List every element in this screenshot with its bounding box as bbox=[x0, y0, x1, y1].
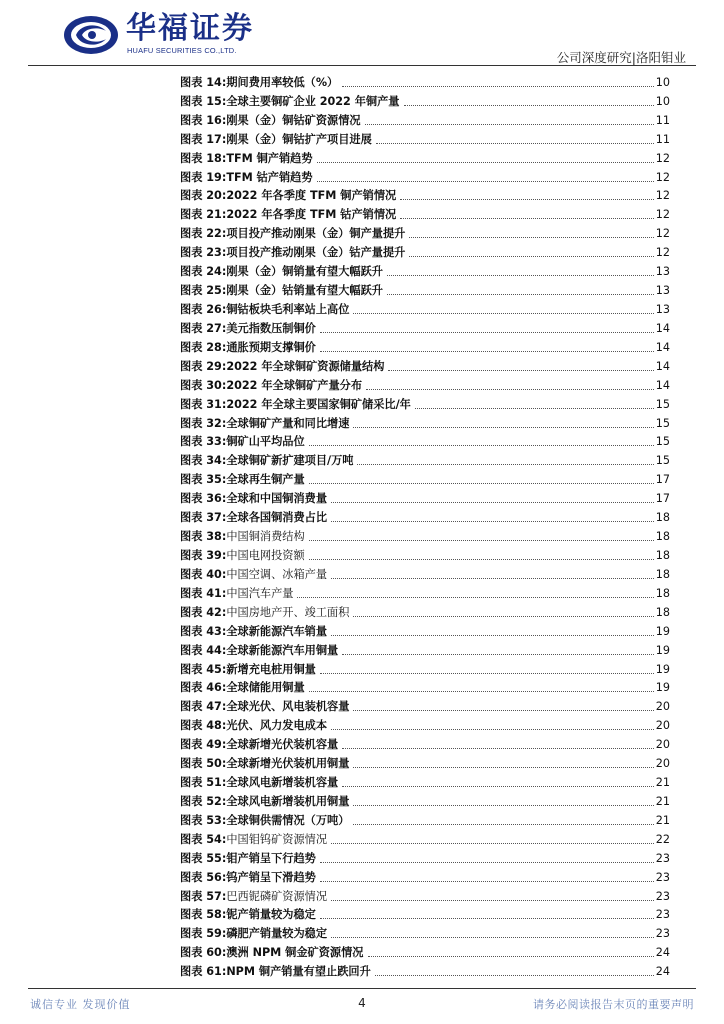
toc-leader-dots bbox=[400, 198, 654, 200]
toc-entry-label: 图表 18: bbox=[180, 151, 227, 165]
toc-entry-page: 19 bbox=[655, 681, 670, 695]
toc-entry[interactable] bbox=[180, 960, 670, 979]
toc-entry-title: 巴西铌磷矿资源情况 bbox=[226, 889, 328, 903]
toc-entry-label: 图表 15: bbox=[180, 94, 227, 108]
toc-entry-page: 18 bbox=[655, 567, 670, 581]
toc-entry[interactable] bbox=[180, 222, 670, 241]
toc-entry-page: 14 bbox=[655, 359, 670, 373]
toc-entry-label: 图表 56: bbox=[180, 870, 227, 884]
toc-entry-page: 18 bbox=[655, 511, 670, 525]
toc-entry-page: 15 bbox=[655, 397, 670, 411]
toc-entry-title: 铜矿山平均品位 bbox=[226, 435, 305, 449]
page-header bbox=[0, 0, 724, 70]
toc-entry[interactable] bbox=[180, 790, 670, 809]
toc-leader-dots bbox=[297, 596, 653, 598]
toc-entry-page: 14 bbox=[655, 340, 670, 354]
toc-entry-title: 全球新能源汽车用铜量 bbox=[226, 643, 339, 657]
toc-leader-dots bbox=[366, 388, 654, 390]
toc-entry[interactable] bbox=[180, 525, 670, 544]
toc-entry-label: 图表 26: bbox=[180, 302, 227, 316]
toc-entry[interactable] bbox=[180, 601, 670, 620]
toc-leader-dots bbox=[353, 823, 653, 825]
toc-leader-dots bbox=[309, 690, 654, 692]
toc-entry[interactable] bbox=[180, 695, 670, 714]
toc-entry-label: 图表 53: bbox=[180, 813, 227, 827]
toc-entry-label: 图表 49: bbox=[180, 738, 227, 752]
toc-entry[interactable] bbox=[180, 90, 670, 109]
footer-divider bbox=[28, 988, 696, 989]
toc-leader-dots bbox=[375, 974, 654, 976]
toc-entry-label: 图表 20: bbox=[180, 189, 227, 203]
toc-entry-label: 图表 27: bbox=[180, 321, 227, 335]
toc-leader-dots bbox=[317, 161, 654, 163]
toc-entry-title: TFM 铜产销趋势 bbox=[226, 151, 313, 165]
toc-entry-label: 图表 24: bbox=[180, 265, 227, 279]
toc-entry-page: 19 bbox=[655, 643, 670, 657]
toc-entry-title: 全球铜矿新扩建项目/万吨 bbox=[226, 454, 354, 468]
toc-entry-label: 图表 33: bbox=[180, 435, 227, 449]
toc-entry-page: 21 bbox=[655, 794, 670, 808]
toc-entry-page: 17 bbox=[655, 492, 670, 506]
toc-entry[interactable] bbox=[180, 809, 670, 828]
toc-entry[interactable] bbox=[180, 393, 670, 412]
toc-entry-title: 全球风电新增装机容量 bbox=[226, 776, 339, 790]
toc-entry-label: 图表 57: bbox=[180, 889, 227, 903]
toc-entry-title: 全球新增光伏装机容量 bbox=[226, 738, 339, 752]
toc-entry-page: 18 bbox=[655, 548, 670, 562]
toc-entry-page: 18 bbox=[655, 530, 670, 544]
toc-entry-page: 23 bbox=[655, 927, 670, 941]
toc-entry-title: 项目投产推动刚果（金）铜产量提升 bbox=[226, 227, 406, 241]
toc-entry-label: 图表 58: bbox=[180, 908, 227, 922]
toc-entry-label: 图表 42: bbox=[180, 605, 227, 619]
toc-entry-title: 刚果（金）铜钴矿资源情况 bbox=[226, 113, 361, 127]
toc-entry-page: 13 bbox=[655, 284, 670, 298]
toc-entry-page: 10 bbox=[655, 94, 670, 108]
toc-leader-dots bbox=[331, 842, 654, 844]
footer-slogan: 诚信专业 发现价值 bbox=[30, 998, 131, 1011]
toc-entry-title: 中国汽车产量 bbox=[226, 586, 294, 600]
toc-entry-title: 期间费用率较低（%） bbox=[226, 75, 339, 89]
toc-leader-dots bbox=[309, 444, 654, 446]
toc-entry-page: 17 bbox=[655, 473, 670, 487]
toc-leader-dots bbox=[331, 899, 654, 901]
toc-entry[interactable] bbox=[180, 847, 670, 866]
toc-entry[interactable] bbox=[180, 412, 670, 431]
toc-entry-page: 20 bbox=[655, 719, 670, 733]
header-divider bbox=[28, 65, 696, 66]
toc-entry[interactable] bbox=[180, 71, 670, 90]
toc-entry[interactable] bbox=[180, 582, 670, 601]
toc-entry-label: 图表 30: bbox=[180, 378, 227, 392]
toc-leader-dots bbox=[353, 426, 653, 428]
toc-entry[interactable] bbox=[180, 317, 670, 336]
toc-entry-title: 钨产销呈下滑趋势 bbox=[226, 870, 316, 884]
toc-entry-page: 15 bbox=[655, 454, 670, 468]
toc-entry-page: 23 bbox=[655, 889, 670, 903]
toc-leader-dots bbox=[368, 955, 654, 957]
toc-leader-dots bbox=[404, 104, 654, 106]
toc-entry-page: 15 bbox=[655, 435, 670, 449]
toc-leader-dots bbox=[309, 482, 654, 484]
toc-leader-dots bbox=[320, 880, 654, 882]
toc-leader-dots bbox=[317, 180, 654, 182]
toc-entry-page: 20 bbox=[655, 738, 670, 752]
toc-entry-label: 图表 39: bbox=[180, 548, 227, 562]
toc-entry-label: 图表 61: bbox=[180, 965, 227, 979]
toc-entry-label: 图表 51: bbox=[180, 776, 227, 790]
toc-entry-label: 图表 60: bbox=[180, 946, 227, 960]
toc-leader-dots bbox=[320, 331, 654, 333]
toc-entry-label: 图表 31: bbox=[180, 397, 227, 411]
toc-entry-page: 18 bbox=[655, 605, 670, 619]
toc-entry[interactable] bbox=[180, 639, 670, 658]
toc-entry-title: 全球铜供需情况（万吨） bbox=[226, 813, 350, 827]
brand-name-cn: 华福证券 bbox=[126, 11, 254, 46]
toc-entry-page: 20 bbox=[655, 700, 670, 714]
toc-entry-page: 23 bbox=[655, 851, 670, 865]
toc-entry[interactable] bbox=[180, 279, 670, 298]
toc-entry-label: 图表 37: bbox=[180, 511, 227, 525]
toc-leader-dots bbox=[331, 577, 654, 579]
toc-entry[interactable] bbox=[180, 620, 670, 639]
toc-entry-title: 全球主要铜矿企业 2022 年铜产量 bbox=[226, 94, 400, 108]
toc-entry-page: 21 bbox=[655, 813, 670, 827]
toc-entry-label: 图表 35: bbox=[180, 473, 227, 487]
toc-leader-dots bbox=[320, 350, 654, 352]
toc-leader-dots bbox=[320, 672, 654, 674]
toc-entry-label: 图表 36: bbox=[180, 492, 227, 506]
toc-entry-title: 钼产销呈下行趋势 bbox=[226, 851, 316, 865]
toc-entry-label: 图表 52: bbox=[180, 794, 227, 808]
toc-entry-page: 11 bbox=[655, 132, 670, 146]
toc-leader-dots bbox=[342, 785, 654, 787]
toc-entry-page: 19 bbox=[655, 624, 670, 638]
toc-leader-dots bbox=[342, 85, 654, 87]
page-number: 4 bbox=[358, 996, 366, 1010]
toc-leader-dots bbox=[387, 274, 654, 276]
toc-leader-dots bbox=[331, 520, 654, 522]
toc-entry[interactable] bbox=[180, 487, 670, 506]
toc-entry-label: 图表 34: bbox=[180, 454, 227, 468]
toc-entry-page: 12 bbox=[655, 170, 670, 184]
toc-entry-page: 12 bbox=[655, 208, 670, 222]
toc-entry-title: 中国铜消费结构 bbox=[226, 530, 305, 544]
toc-entry-title: 刚果（金）铜销量有望大幅跃升 bbox=[226, 265, 383, 279]
toc-entry[interactable] bbox=[180, 506, 670, 525]
toc-entry-label: 图表 48: bbox=[180, 719, 227, 733]
toc-entry-title: 全球储能用铜量 bbox=[226, 681, 305, 695]
toc-leader-dots bbox=[353, 709, 653, 711]
toc-entry[interactable] bbox=[180, 922, 670, 941]
toc-entry-label: 图表 54: bbox=[180, 832, 227, 846]
toc-entry-title: 2022 年全球主要国家铜矿储采比/年 bbox=[226, 397, 411, 411]
toc-entry-page: 13 bbox=[655, 302, 670, 316]
toc-entry-title: 中国电网投资额 bbox=[226, 548, 305, 562]
toc-entry-page: 23 bbox=[655, 908, 670, 922]
toc-entry-label: 图表 41: bbox=[180, 586, 227, 600]
toc-leader-dots bbox=[409, 255, 653, 257]
toc-leader-dots bbox=[331, 936, 654, 938]
toc-entry[interactable] bbox=[180, 941, 670, 960]
toc-entry-label: 图表 32: bbox=[180, 416, 227, 430]
toc-entry-label: 图表 23: bbox=[180, 246, 227, 260]
toc-entry-title: 刚果（金）铜钴扩产项目进展 bbox=[226, 132, 372, 146]
brand-name-en: HUAFU SECURITIES CO.,LTD. bbox=[127, 46, 237, 55]
toc-entry[interactable] bbox=[180, 449, 670, 468]
toc-entry-label: 图表 43: bbox=[180, 624, 227, 638]
toc-leader-dots bbox=[331, 634, 654, 636]
toc-entry[interactable] bbox=[180, 241, 670, 260]
toc-entry-title: 2022 年全球铜矿资源储量结构 bbox=[226, 359, 385, 373]
toc-entry-title: 全球各国铜消费占比 bbox=[226, 511, 328, 525]
toc-leader-dots bbox=[357, 463, 653, 465]
toc-entry-page: 18 bbox=[655, 586, 670, 600]
toc-entry-title: 中国房地产开、竣工面积 bbox=[226, 605, 350, 619]
toc-entry[interactable] bbox=[180, 828, 670, 847]
toc-entry-label: 图表 25: bbox=[180, 284, 227, 298]
toc-entry[interactable] bbox=[180, 431, 670, 450]
toc-entry[interactable] bbox=[180, 147, 670, 166]
toc-leader-dots bbox=[353, 804, 653, 806]
toc-entry[interactable] bbox=[180, 714, 670, 733]
toc-entry-title: 铜钴板块毛利率站上高位 bbox=[226, 302, 350, 316]
toc-entry-page: 12 bbox=[655, 246, 670, 260]
toc-entry-title: TFM 钴产销趋势 bbox=[226, 170, 313, 184]
toc-entry-title: 全球和中国铜消费量 bbox=[226, 492, 328, 506]
toc-entry-title: 全球新增光伏装机用铜量 bbox=[226, 757, 350, 771]
toc-entry-page: 13 bbox=[655, 265, 670, 279]
toc-entry-page: 24 bbox=[655, 965, 670, 979]
toc-entry-label: 图表 14: bbox=[180, 75, 227, 89]
toc-entry-title: 2022 年全球铜矿产量分布 bbox=[226, 378, 363, 392]
toc-entry-page: 10 bbox=[655, 75, 670, 89]
toc-leader-dots bbox=[409, 236, 653, 238]
toc-entry-title: 全球风电新增装机用铜量 bbox=[226, 794, 350, 808]
toc-leader-dots bbox=[331, 501, 654, 503]
report-tag: 公司深度研究|洛阳钼业 bbox=[556, 50, 686, 65]
toc-entry-label: 图表 59: bbox=[180, 927, 227, 941]
toc-entry-label: 图表 17: bbox=[180, 132, 227, 146]
toc-entry-page: 14 bbox=[655, 378, 670, 392]
footer-disclaimer: 请务必阅读报告末页的重要声明 bbox=[533, 998, 694, 1011]
toc-entry-title: 光伏、风力发电成本 bbox=[226, 719, 328, 733]
toc-entry-label: 图表 44: bbox=[180, 643, 227, 657]
toc-entry-label: 图表 46: bbox=[180, 681, 227, 695]
toc-entry[interactable] bbox=[180, 544, 670, 563]
toc-entry-title: 澳洲 NPM 铜金矿资源情况 bbox=[226, 946, 364, 960]
toc-entry[interactable] bbox=[180, 260, 670, 279]
toc-entry[interactable] bbox=[180, 468, 670, 487]
toc-entry-label: 图表 55: bbox=[180, 851, 227, 865]
toc-entry[interactable] bbox=[180, 203, 670, 222]
huafu-logo-icon bbox=[62, 14, 120, 56]
toc-entry[interactable] bbox=[180, 733, 670, 752]
toc-entry-label: 图表 40: bbox=[180, 567, 227, 581]
toc-entry[interactable] bbox=[180, 128, 670, 147]
toc-entry-label: 图表 19: bbox=[180, 170, 227, 184]
toc-entry[interactable] bbox=[180, 771, 670, 790]
toc-entry-title: 2022 年各季度 TFM 钴产销情况 bbox=[226, 208, 397, 222]
toc-leader-dots bbox=[353, 766, 653, 768]
toc-entry-page: 12 bbox=[655, 151, 670, 165]
toc-entry-title: 中国钼钨矿资源情况 bbox=[226, 832, 328, 846]
toc-entry-page: 20 bbox=[655, 757, 670, 771]
toc-entry-title: 全球再生铜产量 bbox=[226, 473, 305, 487]
toc-entry-page: 19 bbox=[655, 662, 670, 676]
toc-entry-page: 12 bbox=[655, 189, 670, 203]
toc-entry[interactable] bbox=[180, 563, 670, 582]
toc-entry-label: 图表 38: bbox=[180, 530, 227, 544]
toc-entry-page: 24 bbox=[655, 946, 670, 960]
toc-entry-title: 全球新能源汽车销量 bbox=[226, 624, 328, 638]
toc-entry-label: 图表 22: bbox=[180, 227, 227, 241]
toc-entry[interactable] bbox=[180, 752, 670, 771]
toc-entry-page: 21 bbox=[655, 776, 670, 790]
toc-leader-dots bbox=[342, 747, 654, 749]
toc-entry-page: 15 bbox=[655, 416, 670, 430]
toc-entry[interactable] bbox=[180, 166, 670, 185]
toc-entry[interactable] bbox=[180, 885, 670, 904]
toc-entry-title: 刚果（金）钴销量有望大幅跃升 bbox=[226, 284, 383, 298]
toc-entry[interactable] bbox=[180, 677, 670, 696]
toc-leader-dots bbox=[353, 312, 653, 314]
toc-entry-label: 图表 29: bbox=[180, 359, 227, 373]
toc-entry-label: 图表 28: bbox=[180, 340, 227, 354]
toc-leader-dots bbox=[387, 293, 654, 295]
toc-leader-dots bbox=[400, 217, 654, 219]
toc-entry[interactable] bbox=[180, 298, 670, 317]
toc-entry-title: 新增充电桩用铜量 bbox=[226, 662, 316, 676]
toc-leader-dots bbox=[309, 539, 654, 541]
toc-entry-title: 通胀预期支撑铜价 bbox=[226, 340, 316, 354]
toc-entry-label: 图表 16: bbox=[180, 113, 227, 127]
toc-entry-page: 22 bbox=[655, 832, 670, 846]
toc-entry[interactable] bbox=[180, 109, 670, 128]
toc-entry-label: 图表 47: bbox=[180, 700, 227, 714]
toc-entry[interactable] bbox=[180, 336, 670, 355]
toc-entry-title: 美元指数压制铜价 bbox=[226, 321, 316, 335]
toc-entry[interactable] bbox=[180, 355, 670, 374]
toc-entry-title: 铌产销量较为稳定 bbox=[226, 908, 316, 922]
toc-entry-label: 图表 45: bbox=[180, 662, 227, 676]
toc-leader-dots bbox=[309, 558, 654, 560]
toc-entry-title: 中国空调、冰箱产量 bbox=[226, 567, 328, 581]
toc-entry[interactable] bbox=[180, 866, 670, 885]
toc-leader-dots bbox=[415, 407, 654, 409]
toc-leader-dots bbox=[331, 728, 654, 730]
toc-entry[interactable] bbox=[180, 185, 670, 204]
toc-entry-title: 2022 年各季度 TFM 铜产销情况 bbox=[226, 189, 397, 203]
figure-list bbox=[180, 71, 670, 979]
toc-leader-dots bbox=[388, 369, 653, 371]
toc-entry-title: 磷肥产销量较为稳定 bbox=[226, 927, 328, 941]
toc-entry-page: 23 bbox=[655, 870, 670, 884]
toc-leader-dots bbox=[320, 861, 654, 863]
toc-entry-title: NPM 铜产销量有望止跌回升 bbox=[226, 965, 371, 979]
toc-entry[interactable] bbox=[180, 374, 670, 393]
toc-entry-page: 12 bbox=[655, 227, 670, 241]
toc-entry-page: 11 bbox=[655, 113, 670, 127]
toc-leader-dots bbox=[353, 615, 653, 617]
toc-entry-title: 项目投产推动刚果（金）钴产量提升 bbox=[226, 246, 406, 260]
toc-leader-dots bbox=[342, 653, 654, 655]
toc-entry-title: 全球光伏、风电装机容量 bbox=[226, 700, 350, 714]
toc-entry-title: 全球铜矿产量和同比增速 bbox=[226, 416, 350, 430]
toc-leader-dots bbox=[320, 917, 654, 919]
toc-entry-page: 14 bbox=[655, 321, 670, 335]
toc-entry[interactable] bbox=[180, 904, 670, 923]
toc-leader-dots bbox=[376, 142, 654, 144]
toc-entry[interactable] bbox=[180, 658, 670, 677]
toc-leader-dots bbox=[365, 123, 654, 125]
toc-entry-label: 图表 50: bbox=[180, 757, 227, 771]
toc-entry-label: 图表 21: bbox=[180, 208, 227, 222]
